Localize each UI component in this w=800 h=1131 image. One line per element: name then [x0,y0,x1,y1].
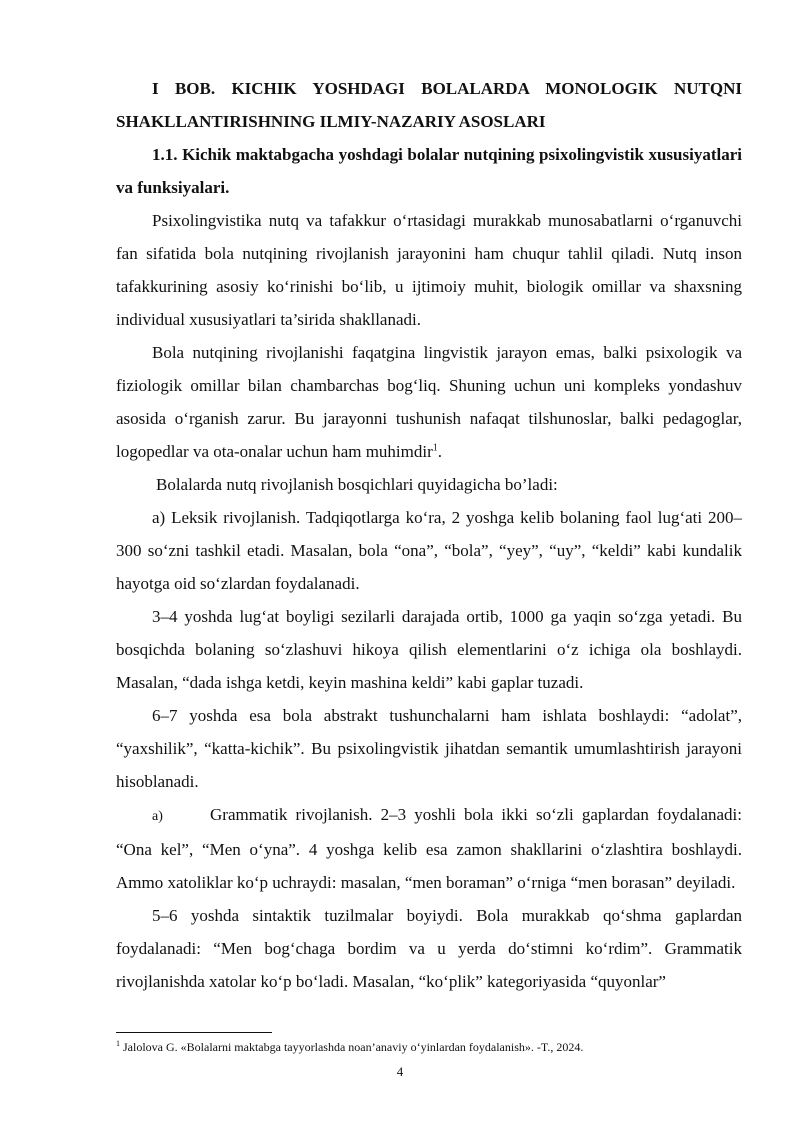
chapter-title: I BOB. KICHIK YOSHDAGI BOLALARDA MONOLOGIK NUTQNI SHAKLLANTIRISHNING ILMIY-NAZARIY ASOSLARI [116,79,742,131]
list-marker: a) [152,809,163,824]
footnote-number: 1 [116,1039,120,1048]
section-title: 1.1. Kichik maktabgacha yoshdagi bolalar nutqining psixolingvistik xususiyatlari va funksiyalari. [116,145,742,197]
paragraph-text: Grammatik rivojlanish. 2–3 yoshli bola ikki so‘zli gaplardan foydalanadi: “Ona kel”, “Men o‘yna”. 4 yoshga kelib esa zamon shakllarini o‘zlashtira boshlaydi. Ammo xatoliklar ko‘p uchraydi: masalan, “men boraman” o‘rniga “men borasan” deyiladi. [116,805,742,892]
list-paragraph [116,798,742,899]
footnote-reference[interactable]: 1 [432,442,438,454]
footnote-text: Jalolova G. «Bolalarni maktabga tayyorlashda noan’anaviy o‘yinlardan foydalanish». -T., 2024. [123,1040,584,1054]
footnote-separator [116,1032,272,1033]
paragraph: Psixolingvistika nutq va tafakkur o‘rtasidagi murakkab munosabatlarni o‘rganuvchi fan sifatida bola nutqining rivojlanish jarayonini ham chuqur tahlil qiladi. Nutq inson tafakkurining asosiy ko‘rinishi bo‘lib, u ijtimoiy muhit, biologik omillar va shaxsning individual xususiyatlari ta’sirida shakllanadi. [116,211,742,329]
paragraph: Bola nutqining rivojlanishi faqatgina lingvistik jarayon emas, balki psixologik va fiziologik omillar bilan chambarchas bog‘liq. Shuning uchun uni kompleks yondashuv asosida o‘rganish zarur. Bu jarayonni tushunish nafaqat tilshunoslar, balki pedagoglar, logopedlar va ota-onalar uchun ham muhimdir$^1$. [116,343,742,461]
paragraph: 6–7 yoshda esa bola abstrakt tushunchalarni ham ishlata boshlaydi: “adolat”, “yaxshilik”, “katta-kichik”. Bu psixolingvistik jihatdan semantik umumlashtirish jarayoni hisoblanadi. [116,706,742,791]
paragraph: 3–4 yoshda lug‘at boyligi sezilarli darajada ortib, 1000 ga yaqin so‘zga yetadi. Bu bosqichda bolaning so‘zlashuvi hikoya qilish elementlarini o‘z ichiga ola boshlaydi. Masalan, “dada ishga ketdi, keyin mashina keldi” kabi gaplar tuzadi. [116,607,742,692]
footnote [116,1039,742,1055]
page-body [116,72,742,998]
page-number: 4 [396,1064,404,1079]
paragraph: Bolalarda nutq rivojlanish bosqichlari quyidagicha bo’ladi: [156,475,558,494]
paragraph: a) Leksik rivojlanish. Tadqiqotlarga ko‘ra, 2 yoshga kelib bolaning faol lug‘ati 200–300 so‘zni tashkil etadi. Masalan, bola “ona”, “bola”, “yey”, “uy”, “keldi” kabi kundalik hayotga oid so‘zlardan foydalanadi. [116,508,742,593]
paragraph: 5–6 yoshda sintaktik tuzilmalar boyiydi. Bola murakkab qo‘shma gaplardan foydalanadi: “Men bog‘chaga bordim va u yerda do‘stimni ko‘rdim”. Grammatik rivojlanishda xatolar ko‘p bo‘ladi. Masalan, “ko‘plik” kategoriyasida “quyonlar” [116,906,742,991]
paragraph-text: Bola nutqining rivojlanishi faqatgina lingvistik jarayon emas, balki psixologik va fiziologik omillar bilan chambarchas bog‘liq. Shuning uchun uni kompleks yondashuv asosida o‘rganish zarur. Bu jarayonni tushunish nafaqat tilshunoslar, balki pedagoglar, logopedlar va ota-onalar uchun ham muhimdir [116,343,742,461]
